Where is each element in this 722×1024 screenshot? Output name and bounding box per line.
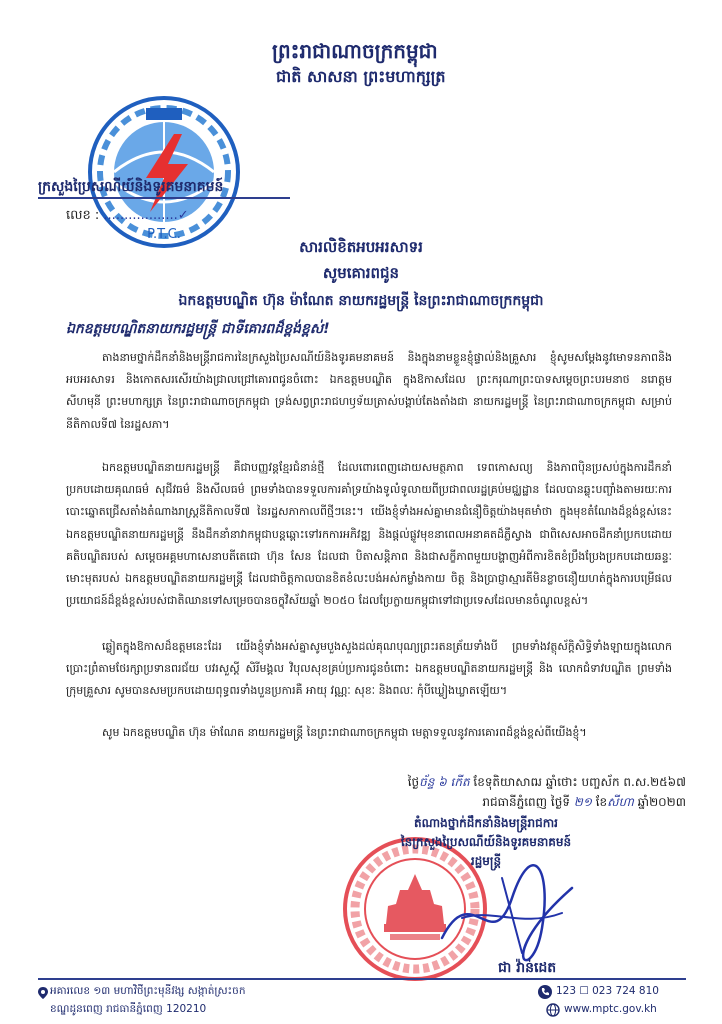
reference-number	[66, 207, 189, 226]
solar-date	[286, 794, 686, 812]
address-line-1: អគារលេខ ១៣ មហាវិថីព្រះមុនីវង្ស សង្កាត់ស្រះចក	[50, 985, 246, 997]
solar-day: ២១	[573, 795, 592, 809]
ministry-logo	[84, 92, 244, 252]
body-paragraph-1: តាងនាមថ្នាក់ដឹកនាំនិងមន្ត្រីរាជការនៃក្រសួងប្រៃសណីយ៍និងទូរគមនាគមន៍ និងក្នុងនាមខ្លួនខ្ញុំផ្ទាល់និងគ្រួសារ ខ្ញុំសូមសម្តែងនូវមោទនភាពនិងអបអរសាទរ និងកោតសរសើរយ៉ាងជ្រាលជ្រៅគោរពជូនចំពោះ ឯកឧត្តមបណ្ឌិត ក្នុងឱកាសដែល ព្រះករុណាព្រះបាទសម្តេចព្រះបរមនាថ នរោត្តម សីហមុនី ព្រះមហាក្សត្រ នៃព្រះរាជាណាចក្រកម្ពុជា ទ្រង់សព្វព្រះរាជហឫទ័យត្រាស់បង្គាប់តែងតាំងជា នាយករដ្ឋមន្ត្រី នៃព្រះរាជាណាចក្រកម្ពុជា សម្រាប់នីតិកាលទី៧ នៃរដ្ឋសភា។	[66, 351, 672, 431]
phone-number: 123 ☐ 023 724 810	[556, 985, 659, 997]
footer-divider	[38, 978, 686, 980]
letter-subtitle: សូមគោរពជូន	[322, 264, 400, 282]
reference-label: លេខ :	[66, 208, 100, 223]
body-paragraph-3: ឆ្លៀតក្នុងឱកាសដ៏ឧត្តមនេះដែរ យើងខ្ញុំទាំងអស់គ្នាសូមបួងសួងដល់គុណបុណ្យព្រះរតនត្រ័យទាំងបី ព្រមទាំងវត្ថុស័ក្តិសិទ្ធិទាំងឡាយក្នុងលោក ប្រោះព្រំតាមថែរក្សាប្រទានពរជ័យ បវរសួស្តី សិរីមង្គល វិបុលសុខគ្រប់ប្រការជូនចំពោះ ឯកឧត្តមបណ្ឌិតនាយករដ្ឋមន្ត្រី និង លោកជំទាវបណ្ឌិត ព្រមទាំងក្រុមគ្រួសារ សូមបានសមប្រកបដោយពុទ្ធពរទាំងបួនប្រការគឺ អាយុ វណ្ណៈ សុខៈ និងពលៈ កុំបីឃ្លៀងឃ្លាតឡើយ។	[66, 640, 672, 698]
signer-name: ជា វ៉ាន់ដេត	[498, 960, 557, 976]
globe-icon	[546, 1003, 560, 1017]
lunar-date	[286, 774, 686, 792]
letter-recipient: ឯកឧត្តមបណ្ឌិត ហ៊ុន ម៉ាណែត នាយករដ្ឋមន្ត្រី នៃព្រះរាជាណាចក្រកម្ពុជា	[178, 293, 544, 309]
address-line-2: ខណ្ឌដូនពេញ រាជធានីភ្នំពេញ 120210	[50, 1003, 207, 1015]
body-paragraph-4: សូម ឯកឧត្តមបណ្ឌិត ហ៊ុន ម៉ាណែត នាយករដ្ឋមន្ត្រី នៃព្រះរាជាណាចក្រកម្ពុជា មេត្តាទទួលនូវការគោរពដ៏ខ្ពង់ខ្ពស់ពីយើងខ្ញុំ។	[102, 726, 587, 739]
website-link[interactable]: www.mptc.gov.kh	[564, 1003, 657, 1015]
lunar-handwritten: ច័ន្ទ ៦ កើត	[419, 775, 470, 789]
solar-month: សីហា	[607, 795, 634, 809]
solar-prefix: រាជធានីភ្នំពេញ ថ្ងៃទី	[482, 795, 574, 809]
location-pin-icon	[38, 987, 48, 999]
solar-suffix: ឆ្នាំ២០២៣	[633, 795, 686, 809]
solar-mid: ខែ	[591, 795, 608, 809]
logo-text: P.T.C.	[147, 227, 181, 242]
reference-value: ..................✓	[103, 208, 189, 223]
letter-title: សារលិខិតអបអរសាទរ	[299, 238, 423, 256]
national-motto: ជាតិ សាសនា ព្រះមហាក្សត្រ	[276, 67, 446, 86]
body-paragraph-2: ឯកឧត្តមបណ្ឌិតនាយករដ្ឋមន្ត្រី គឺជាបញ្ញវន្តខ្មែរជំនាន់ថ្មី ដែលពោរពេញដោយសមត្ថភាព ទេពកោសល្យ និងភាពប៉ិនប្រសប់ក្នុងការដឹកនាំប្រកបដោយគុណធម៌ សុជីវធម៌ និងសីលធម៌ ព្រមទាំងបានទទួលការគាំទ្រយ៉ាងទូលំទូលាយពីប្រជាពលរដ្ឋគ្រប់មជ្ឈដ្ឋាន ដែលបានឆ្លុះបញ្ចាំងតាមរយៈការបោះឆ្នោតជ្រើសតាំងតំណាងរាស្ត្រនីតិកាលទី៧ នៃរដ្ឋសភាកាលពីថ្មីៗនេះ។ យើងខ្ញុំទាំងអស់គ្នាមានជំនឿចិត្តយ៉ាងមុតមាំថា ក្នុងមុខតំណែងដ៏ខ្ពង់ខ្ពស់នេះ ឯកឧត្តមបណ្ឌិតនាយករដ្ឋមន្ត្រី នឹងដឹកនាំនាវាកម្ពុជាបន្តឆ្ពោះទៅរកការអភិវឌ្ឍ និងផ្តល់ផ្លូវមុខនាពេលអនាគតដ៏ភ្លឺស្វាង ជាពិសេសអាចដឹកនាំប្រកបដោយគតិបណ្ឌិតរបស់ សម្តេចអគ្គមហាសេនាបតីតេជោ ហ៊ុន សែន ដែលជា បិតាសន្តិភាព និងជាសក្ខីភាពមួយបង្ហាញអំពីការខិតខំប្រឹងប្រែងប្រកបដោយឆន្ទៈមោះមុតរបស់ ឯកឧត្តមបណ្ឌិតនាយករដ្ឋមន្ត្រី ដែលជាចិត្តកាលបានខិតខំលះបង់អស់កម្លាំងកាយ ចិត្ត និងប្រាជ្ញាស្មារតីមិនខ្លាចនឿយហត់ក្នុងការបម្រើផលប្រយោជន៍ដ៏ខ្ពង់ខ្ពស់របស់ជាតិឈានទៅសម្រេចបានចក្ខុវិស័យឆ្នាំ ២០៥០ ដែលប្រែក្លាយកម្ពុជាទៅជាប្រទេសដែលមានចំណូលខ្ពស់។	[66, 461, 672, 608]
phone-icon	[538, 985, 552, 999]
handwritten-signature	[432, 858, 582, 968]
signatory-title: រដ្ឋមន្ត្រី	[470, 854, 502, 868]
lunar-suffix: ខែទុតិយាសាឍ ឆ្នាំថោះ បញ្ចស័ក ព.ស.២៥៦៧	[469, 775, 686, 789]
salutation: ឯកឧត្តមបណ្ឌិតនាយករដ្ឋមន្ត្រី ជាទីគោរពដ៏ខ្ពង់ខ្ពស់!	[66, 321, 330, 337]
ministry-underline	[38, 197, 290, 199]
kingdom-heading: ព្រះរាជាណាចក្រកម្ពុជា	[272, 39, 438, 63]
signatory-line-1: តំណាងថ្នាក់ដឹកនាំនិងមន្ត្រីរាជការ	[414, 816, 558, 830]
lunar-prefix: ថ្ងៃ	[407, 775, 420, 789]
signatory-line-2: នៃក្រសួងប្រៃសណីយ៍និងទូរគមនាគមន៍	[400, 835, 572, 849]
ministry-name: ក្រសួងប្រៃសណីយ៍និងទូរគមនាគមន៍	[38, 179, 224, 195]
